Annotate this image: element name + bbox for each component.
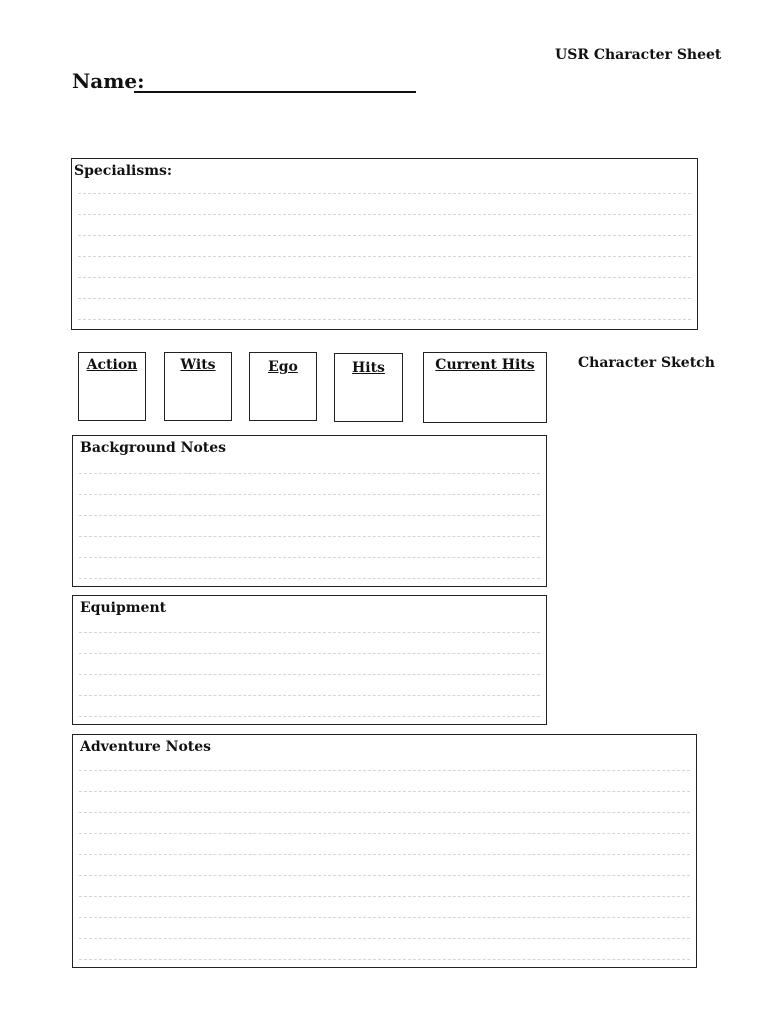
- writing-line: [78, 193, 691, 194]
- stat-box-action[interactable]: [78, 352, 146, 421]
- stat-label-action: Action: [86, 357, 138, 373]
- writing-line: [78, 214, 691, 215]
- writing-line: [79, 557, 540, 558]
- writing-line: [79, 875, 690, 876]
- equipment-box[interactable]: [72, 595, 547, 725]
- writing-line: [78, 298, 691, 299]
- adventure-notes-box[interactable]: [72, 734, 697, 968]
- writing-line: [79, 833, 690, 834]
- stat-label-wits: Wits: [180, 357, 216, 373]
- specialisms-label: Specialisms:: [74, 163, 173, 179]
- character-sketch-label: Character Sketch: [578, 355, 715, 371]
- writing-line: [78, 256, 691, 257]
- writing-line: [79, 473, 540, 474]
- writing-line: [78, 319, 691, 320]
- equipment-label: Equipment: [80, 600, 167, 616]
- writing-line: [79, 653, 540, 654]
- writing-line: [78, 277, 691, 278]
- adventure-notes-label: Adventure Notes: [80, 739, 212, 755]
- name-label: Name:: [72, 69, 145, 93]
- stat-label-current-hits: Current Hits: [435, 357, 535, 373]
- writing-line: [79, 959, 690, 960]
- stat-box-ego[interactable]: [249, 352, 317, 421]
- writing-line: [79, 578, 540, 579]
- writing-line: [79, 917, 690, 918]
- stat-box-current-hits[interactable]: [423, 352, 547, 423]
- background-notes-box[interactable]: [72, 435, 547, 587]
- writing-line: [79, 536, 540, 537]
- writing-line: [79, 515, 540, 516]
- writing-line: [79, 812, 690, 813]
- writing-line: [79, 770, 690, 771]
- writing-line: [79, 854, 690, 855]
- writing-line: [78, 235, 691, 236]
- stat-label-ego: Ego: [268, 359, 298, 375]
- name-input-line[interactable]: [134, 91, 416, 93]
- stat-label-hits: Hits: [352, 360, 385, 376]
- stat-box-hits[interactable]: [334, 353, 403, 422]
- background-notes-label: Background Notes: [80, 440, 227, 456]
- writing-line: [79, 674, 540, 675]
- writing-line: [79, 791, 690, 792]
- writing-line: [79, 494, 540, 495]
- writing-line: [79, 938, 690, 939]
- writing-line: [79, 896, 690, 897]
- stat-box-wits[interactable]: [164, 352, 232, 421]
- writing-line: [79, 632, 540, 633]
- document-title: USR Character Sheet: [555, 47, 722, 63]
- specialisms-box[interactable]: [71, 158, 698, 330]
- writing-line: [79, 716, 540, 717]
- writing-line: [79, 695, 540, 696]
